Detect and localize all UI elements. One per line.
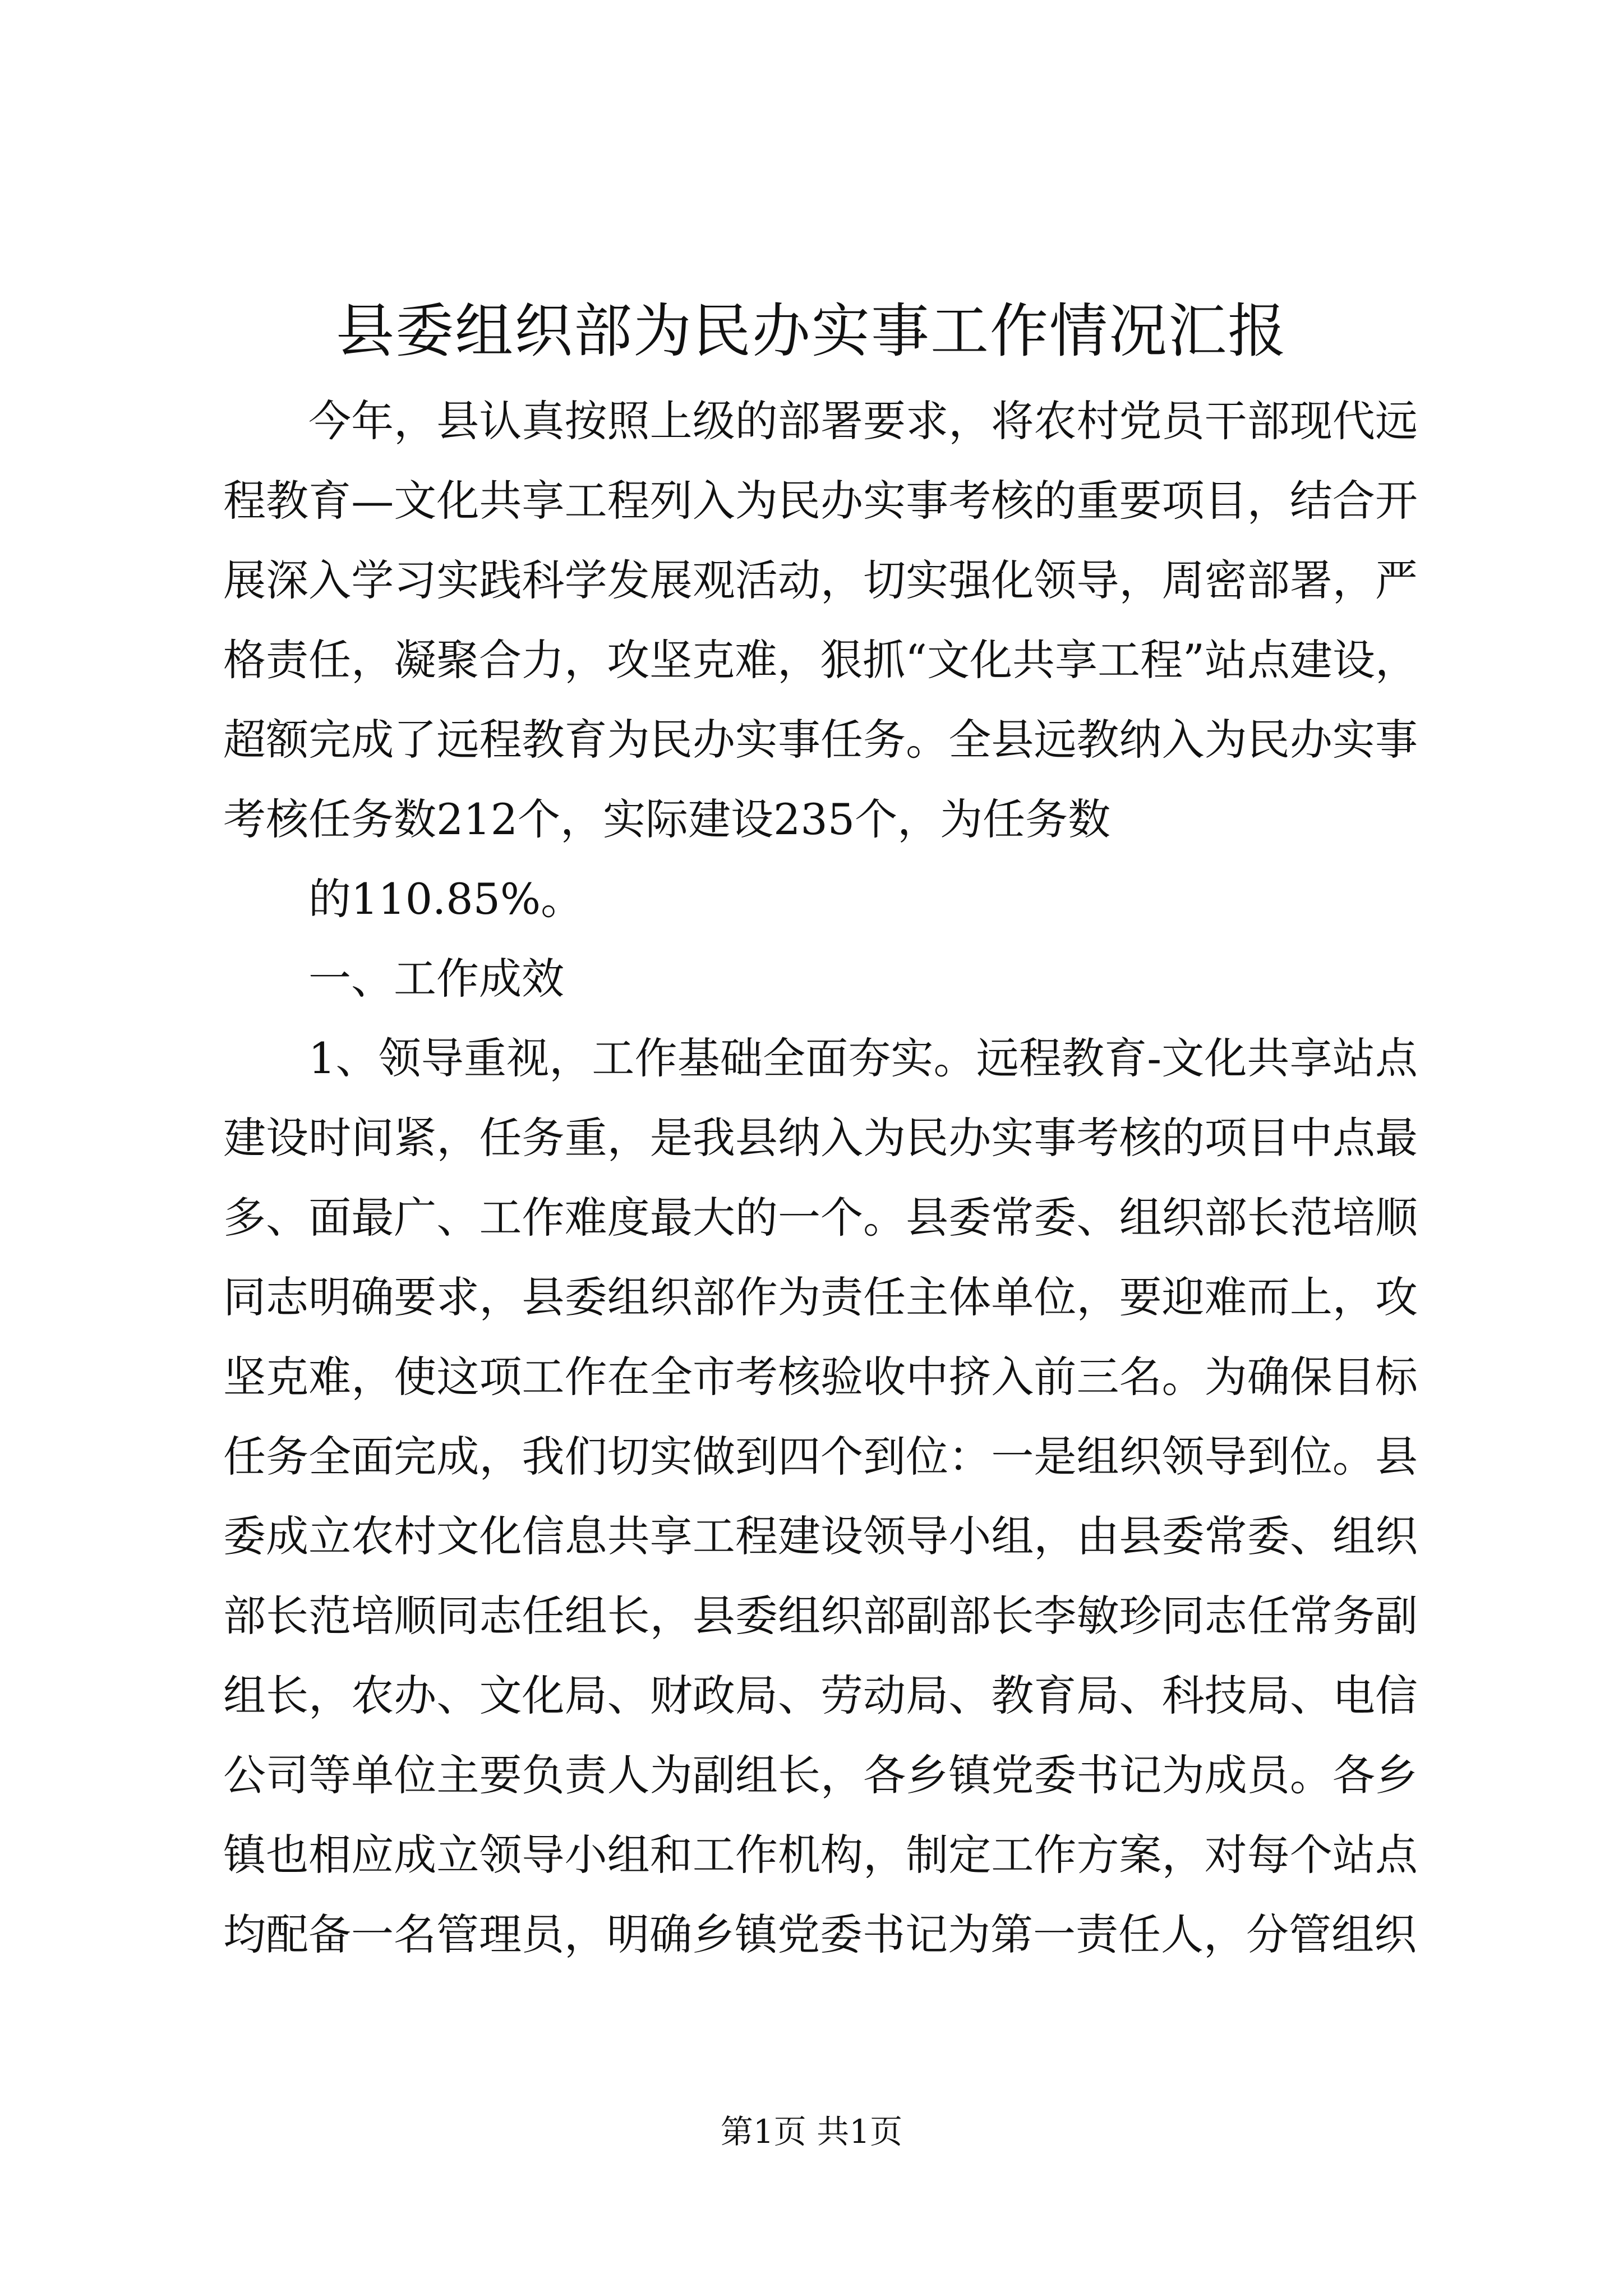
section-heading-results: 一、工作成效 <box>308 954 564 1004</box>
page-number-footer: 第1页 共1页 <box>720 2113 903 2151</box>
paragraph-percentage: 的110.85%。 <box>308 874 584 924</box>
paragraph-intro: 今年，县认真按照上级的部署要求，将农村党员干部现代远程教育—文化共享工程列入为民办实事考核的重要项目，结合开展深入学习实践科学发展观活动，切实强化领导，周密部署，严格责任，凝聚合力，攻坚克难，狠抓“文化共享工程”站点建设，超额完成了远程教育为民办实事任务。全县远教纳入为民办实事考核任务数212个，实际建设235个，为任务数 <box>223 396 1418 844</box>
document-body <box>223 381 1418 1975</box>
paragraph-leadership: 1、领导重视，工作基础全面夯实。远程教育-文化共享站点建设时间紧，任务重，是我县纳入为民办实事考核的项目中点最多、面最广、工作难度最大的一个。县委常委、组织部长范培顺同志明确要求，县委组织部作为责任主体单位，要迎难而上，攻坚克难，使这项工作在全市考核验收中挤入前三名。为确保目标任务全面完成，我们切实做到四个到位：一是组织领导到位。县委成立农村文化信息共享工程建设领导小组，由县委常委、组织部长范培顺同志任组长，县委组织部副部长李敏珍同志任常务副组长，农办、文化局、财政局、劳动局、教育局、科技局、电信公司等单位主要负责人为副组长，各乡镇党委书记为成员。各乡镇也相应成立领导小组和工作机构，制定工作方案，对每个站点均配备一名管理员，明确乡镇党委书记为第一责任人，分管组织 <box>223 1033 1418 1959</box>
document-title: 县委组织部为民办实事工作情况汇报 <box>335 297 1287 365</box>
